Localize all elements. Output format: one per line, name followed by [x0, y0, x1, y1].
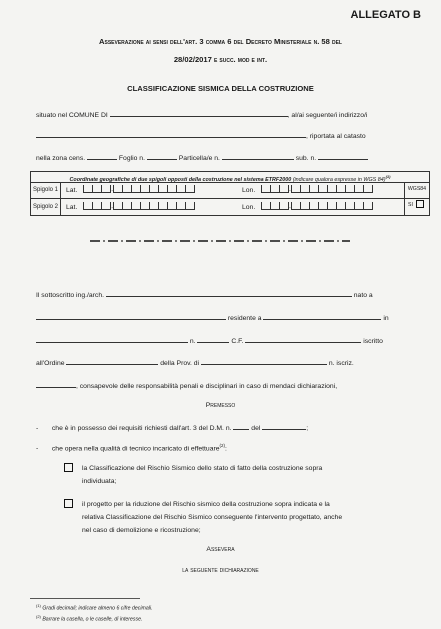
dm-date-field[interactable] [262, 422, 306, 430]
nato-a-label: nato a [353, 292, 373, 299]
footnote-2-text: Barrare la casella, o le caselle, di interesse. [42, 616, 143, 623]
option-2-line-2: relativa Classificazione del Rischio Sismico conseguente l'intervento progettato, anche [82, 514, 343, 521]
wgs84-label: WGS84 [407, 186, 427, 192]
footnote-1-sup: (1) [36, 603, 41, 608]
sottoscritto-label: Il sottoscritto ing./arch. [36, 292, 104, 299]
coordinates-title: Coordinate geografiche di due spigoli opposti della costruzione nel sistema ETRF2000 [69, 176, 292, 183]
via-field[interactable] [36, 335, 188, 343]
lat-2-cells[interactable]: . [83, 199, 195, 215]
option-1-line-2: individuata; [82, 478, 117, 485]
residente-label: residente a [227, 315, 262, 322]
in-label: in [383, 315, 389, 322]
indirizzo-label: , al/ai seguente/i indirizzo/i [287, 112, 368, 119]
lon-label: Lon. [242, 186, 256, 194]
section-title: CLASSIFICAZIONE SISMICA DELLA COSTRUZIONE [127, 84, 314, 93]
spigolo-1-lon [242, 182, 373, 199]
option-1-checkbox[interactable] [64, 463, 73, 472]
particella-label: Particella/e n. [178, 155, 220, 162]
wgs84-cell [404, 182, 429, 215]
dichiarazione-heading: la seguente dichiarazione [182, 567, 259, 574]
allegato-label: ALLEGATO B [350, 9, 421, 21]
lon-label: Lon. [242, 203, 256, 211]
foglio-field[interactable] [147, 152, 177, 160]
spigolo-1-label: Spigolo 1 [31, 182, 61, 198]
foglio-label: Foglio n. [118, 155, 145, 162]
bullet-2-sup: (2) [219, 443, 226, 448]
bullet-2-text: che opera nella qualità di tecnico incaricato di effettuare [51, 445, 220, 453]
bullet-1: - che è in possesso dei requisiti richiesti dall'art. 3 del D.M. n. del ; [36, 422, 308, 432]
footnote-2-sup: (2) [36, 614, 41, 619]
option-1-line-1: la Classificazione del Rischio Sismico dello stato di fatto della costruzione sopra [82, 465, 323, 472]
dashed-separator [88, 236, 350, 246]
location-line-3 [36, 152, 368, 162]
ordine-line [36, 357, 354, 367]
iscriz-label: n. iscriz. [328, 360, 354, 367]
bullet-1-del: del [251, 425, 261, 432]
consapevole-line [36, 380, 337, 390]
spigolo-2-lon [242, 199, 373, 216]
iscritto-label: iscritto [363, 338, 383, 345]
bullet-2: - che opera nella qualità di tecnico incaricato di effettuare$^{(2)}$: [36, 443, 227, 453]
coordinates-note-sup: (1) [385, 174, 391, 179]
residenza-field[interactable] [263, 312, 381, 320]
lat-1-cells[interactable]: . [83, 182, 195, 198]
wgs84-checkbox[interactable] [416, 200, 424, 208]
lat-label: Lat. [66, 186, 78, 194]
lat-label: Lat. [66, 203, 78, 211]
location-line-1 [36, 109, 367, 119]
civico-field[interactable] [197, 335, 229, 343]
bullet-dash-1: - [36, 425, 39, 432]
coordinates-note: (indicare qualora espresse in WGS 84) [292, 176, 386, 183]
comune-label: situato nel COMUNE DI [36, 112, 108, 119]
lon-2-cells[interactable]: . [261, 199, 373, 215]
spigolo-1-lat [66, 182, 195, 199]
cf-field[interactable] [245, 335, 361, 343]
iscriz-field[interactable] [36, 380, 76, 388]
spigolo-2-row [31, 199, 429, 215]
footnote-2 [36, 614, 142, 623]
sottoscritto-line [36, 289, 373, 299]
indirizzo-field[interactable] [36, 130, 306, 138]
header-line-2: 28/02/2017 e succ. mod e int. [173, 55, 268, 64]
footnote-separator [30, 598, 140, 599]
bullet-dash-2: - [36, 445, 39, 453]
residente-line [36, 312, 389, 322]
zona-label: nella zona cens. [36, 155, 86, 162]
prov-label: della Prov. di [160, 360, 200, 367]
particella-field[interactable] [222, 152, 294, 160]
wgs84-si-label: SI [408, 202, 413, 208]
consapevole-text: , consapevole delle responsabilità penali e disciplinari in caso di mendaci dichiarazioni, [76, 383, 338, 390]
option-2-line-3: nel caso di demolizione e ricostruzione; [82, 527, 201, 534]
sub-label: sub. n. [295, 155, 317, 162]
premesso-heading: Premesso [205, 402, 236, 409]
header-line-1: Asseverazione ai sensi dell'art. 3 comma 6 del Decreto Ministeriale n. 58 del [99, 37, 342, 46]
cf-label: C.F. [231, 338, 244, 345]
spigolo-1-row [31, 182, 429, 199]
assevera-heading: Assevera [206, 546, 235, 553]
option-2-line-1: il progetto per la riduzione del Rischio sismico della costruzione sopra indicata e la [82, 501, 330, 508]
ordine-field[interactable] [66, 357, 158, 365]
spigolo-2-label: Spigolo 2 [31, 199, 61, 215]
location-line-2 [36, 130, 366, 140]
luogo-nascita-field[interactable] [36, 312, 226, 320]
sub-field[interactable] [318, 152, 368, 160]
bullet-1-text: che è in possesso dei requisiti richiesti dall'art. 3 del D.M. n. [51, 425, 232, 432]
civico-label: n. [189, 338, 196, 345]
footnote-1 [36, 603, 152, 612]
comune-field[interactable] [110, 109, 288, 117]
option-2-checkbox[interactable] [64, 499, 73, 508]
catasto-label: , riportata al catasto [306, 133, 366, 140]
lon-1-cells[interactable]: . [261, 182, 373, 198]
dm-number-field[interactable] [233, 422, 249, 430]
ordine-label: all'Ordine [36, 360, 65, 367]
coordinates-table [30, 171, 430, 216]
zona-field[interactable] [87, 152, 117, 160]
nome-field[interactable] [106, 289, 352, 297]
prov-field[interactable] [201, 357, 327, 365]
footnote-1-text: Gradi decimali; indicare almeno 6 cifre decimali. [42, 605, 153, 612]
spigolo-2-lat [66, 199, 195, 216]
indirizzo-cf-line [36, 335, 383, 345]
